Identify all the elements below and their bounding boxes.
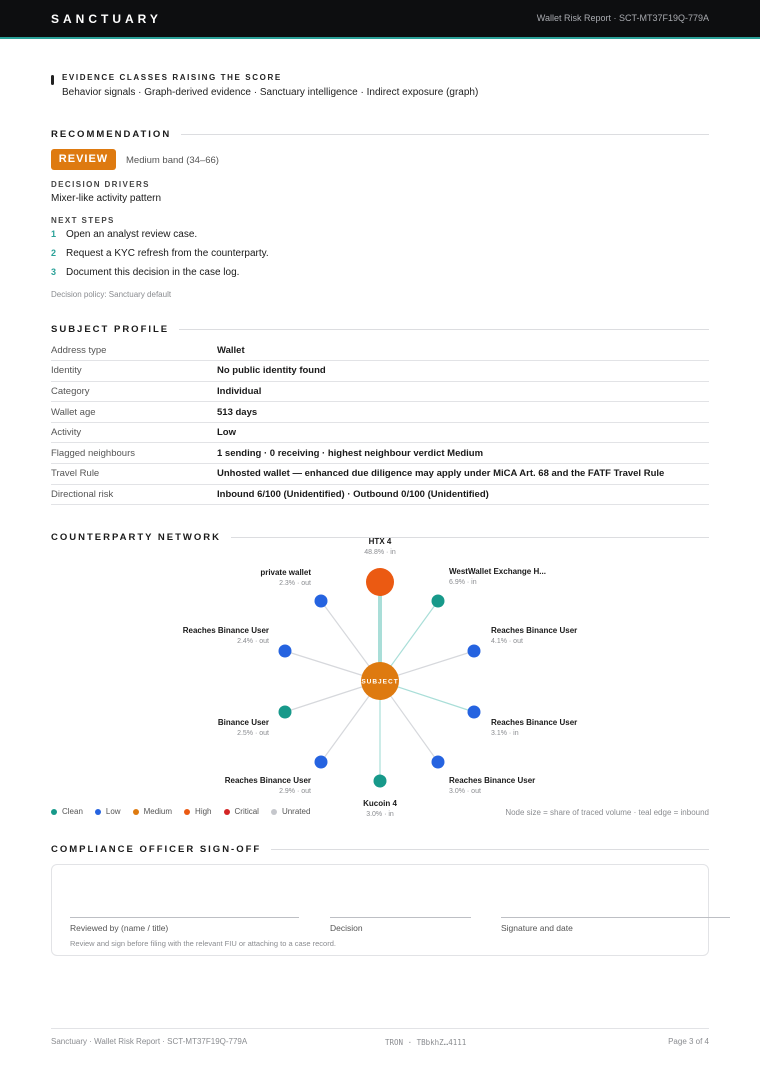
node-share: 2.3% · out xyxy=(279,580,311,587)
node-share: 6.9% · in xyxy=(449,579,477,586)
counterparty-node[interactable] xyxy=(432,595,445,608)
counterparty-network-title: COUNTERPARTY NETWORK xyxy=(51,531,222,543)
section-rule xyxy=(179,329,709,330)
node-share: 2.9% · out xyxy=(279,788,311,795)
node-share: 2.4% · out xyxy=(237,638,269,645)
signature-line[interactable] xyxy=(501,917,730,918)
step-number: 3 xyxy=(51,266,57,277)
table-row xyxy=(51,422,709,443)
risk-band: Medium band (34–66) xyxy=(126,155,219,166)
row-key: Flagged neighbours xyxy=(51,447,135,459)
step-number: 1 xyxy=(51,229,57,239)
legend-dot xyxy=(133,809,139,815)
node-name: Reaches Binance User xyxy=(491,626,578,635)
legend-label: Medium xyxy=(143,807,173,816)
row-key: Directional risk xyxy=(51,488,114,500)
recommendation-header xyxy=(51,128,709,140)
node-share: 2.5% · out xyxy=(237,730,269,737)
signature-label: Signature and date xyxy=(501,923,573,933)
counterparty-node[interactable] xyxy=(468,706,481,719)
node-share: 4.1% · out xyxy=(491,638,523,645)
counterparty-node[interactable] xyxy=(432,756,445,769)
table-row xyxy=(51,464,709,485)
row-value: Wallet xyxy=(217,344,245,356)
legend-label: Low xyxy=(105,807,121,816)
node-share: 3.0% · out xyxy=(449,788,481,795)
next-steps-label: NEXT STEPS xyxy=(51,216,115,225)
subject-node-label: SUBJECT xyxy=(361,678,399,686)
node-name: private wallet xyxy=(260,568,311,577)
legend-item xyxy=(95,807,121,816)
counterparty-node[interactable] xyxy=(279,645,292,658)
legend-item xyxy=(184,807,211,816)
legend-item xyxy=(224,807,259,816)
node-name: Reaches Binance User xyxy=(449,776,536,785)
brand-logo: SANCTUARY xyxy=(51,12,162,26)
row-value: 513 days xyxy=(217,406,258,418)
subject-profile-table xyxy=(51,340,709,505)
graph-note: Node size = share of traced volume · teal edge = inbound xyxy=(505,808,709,817)
legend-label: Clean xyxy=(62,807,83,816)
step-item xyxy=(51,248,269,259)
node-share: 48.8% · in xyxy=(364,549,396,556)
legend-dot xyxy=(51,809,57,815)
step-number: 2 xyxy=(51,247,57,258)
counterparty-network-graph xyxy=(0,530,760,830)
legend-item xyxy=(133,807,172,816)
risk-legend xyxy=(51,807,310,816)
row-key: Activity xyxy=(51,427,82,439)
legend-dot xyxy=(184,809,190,815)
node-share: 3.0% · in xyxy=(366,811,394,818)
footer-address: TRON · TBbkhZ…4111 xyxy=(385,1038,467,1047)
legend-label: High xyxy=(195,807,212,816)
signoff-title: COMPLIANCE OFFICER SIGN-OFF xyxy=(51,843,262,855)
signoff-note: Review and sign before filing with the relevant FIU or attaching to a case record. xyxy=(70,939,336,948)
callout-bar xyxy=(51,75,54,85)
counterparty-node[interactable] xyxy=(374,775,387,788)
row-value: 1 sending · 0 receiving · highest neighbour verdict Medium xyxy=(217,447,484,459)
legend-item xyxy=(271,807,310,816)
reviewed-by-label: Reviewed by (name / title) xyxy=(70,923,169,933)
top-bar xyxy=(0,0,760,39)
node-name: Binance User xyxy=(217,718,269,727)
row-key: Travel Rule xyxy=(51,468,100,480)
decision-drivers-label: DECISION DRIVERS xyxy=(51,180,150,189)
recommendation-title: RECOMMENDATION xyxy=(51,128,172,140)
evidence-text: Behavior signals · Graph-derived evidence · Sanctuary intelligence · Indirect exposure (graph) xyxy=(62,87,479,98)
node-name: HTX 4 xyxy=(368,537,392,546)
step-item xyxy=(51,267,239,278)
signoff-header xyxy=(51,843,709,855)
decision-line[interactable] xyxy=(330,917,471,918)
step-text: Open an analyst review case. xyxy=(66,229,198,240)
legend-label: Critical xyxy=(234,807,259,816)
counterparty-node[interactable] xyxy=(366,568,394,596)
signoff-box xyxy=(51,864,709,956)
legend-dot xyxy=(271,809,277,815)
row-value: Inbound 6/100 (Unidentified) · Outbound 0/100 (Unidentified) xyxy=(217,488,489,500)
counterparty-node[interactable] xyxy=(279,706,292,719)
section-rule xyxy=(181,134,709,135)
counterparty-node[interactable] xyxy=(315,756,328,769)
verdict-badge: REVIEW xyxy=(51,149,116,170)
row-key: Wallet age xyxy=(51,406,96,418)
section-rule xyxy=(271,849,709,850)
step-item xyxy=(51,229,197,240)
subject-profile-title: SUBJECT PROFILE xyxy=(51,323,170,335)
table-row xyxy=(51,443,709,464)
node-name: Reaches Binance User xyxy=(491,718,578,727)
table-row xyxy=(51,381,709,402)
row-key: Identity xyxy=(51,365,82,377)
subject-profile-header xyxy=(51,323,709,335)
row-value: Unhosted wallet — enhanced due diligence may apply under MiCA Art. 68 and the FATF Travel Rule xyxy=(217,468,665,480)
report-id: Wallet Risk Report · SCT-MT37F19Q-779A xyxy=(536,13,709,23)
legend-dot xyxy=(224,809,230,815)
footer-rule xyxy=(51,1028,709,1029)
node-name: WestWallet Exchange H... xyxy=(449,567,546,576)
table-row xyxy=(51,484,709,505)
legend-dot xyxy=(95,809,101,815)
step-text: Document this decision in the case log. xyxy=(66,266,240,278)
node-name: Kucoin 4 xyxy=(363,799,397,808)
legend-item xyxy=(51,807,83,816)
decision-policy: Decision policy: Sanctuary default xyxy=(51,290,172,299)
node-share: 3.1% · in xyxy=(491,730,519,737)
table-row xyxy=(51,361,709,382)
node-name: Reaches Binance User xyxy=(182,626,269,635)
row-key: Address type xyxy=(51,344,107,356)
step-text: Request a KYC refresh from the counterparty. xyxy=(66,247,269,259)
row-value: Individual xyxy=(217,385,262,397)
decision-label: Decision xyxy=(330,923,363,933)
node-name: Reaches Binance User xyxy=(224,776,311,785)
counterparty-node[interactable] xyxy=(468,645,481,658)
legend-label: Unrated xyxy=(281,807,311,816)
table-row xyxy=(51,340,709,361)
table-row xyxy=(51,402,709,423)
reviewed-by-line[interactable] xyxy=(70,917,299,918)
page-number: Page 3 of 4 xyxy=(668,1037,709,1046)
decision-driver: Mixer-like activity pattern xyxy=(51,193,162,204)
row-value: No public identity found xyxy=(217,365,326,377)
row-key: Category xyxy=(51,385,90,397)
counterparty-node[interactable] xyxy=(315,595,328,608)
row-value: Low xyxy=(217,427,236,439)
evidence-kicker: EVIDENCE CLASSES RAISING THE SCORE xyxy=(62,73,282,82)
footer-report-id: Sanctuary · Wallet Risk Report · SCT-MT37F19Q-779A xyxy=(51,1037,248,1046)
